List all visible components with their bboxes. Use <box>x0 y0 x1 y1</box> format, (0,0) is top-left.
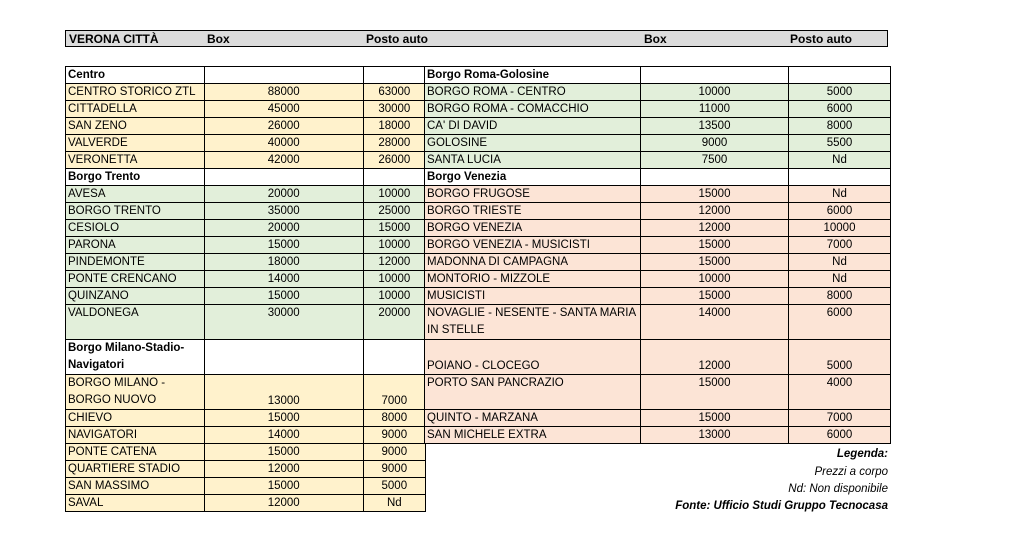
zone-name: MADONNA DI CAMPAGNA <box>425 254 641 271</box>
table-row <box>425 101 891 118</box>
zone-name: PARONA <box>66 237 205 254</box>
box-price: 11000 <box>641 101 789 118</box>
box-price: 12000 <box>204 495 363 512</box>
zone-name: QUARTIERE STADIO <box>66 461 205 478</box>
box-price: 15000 <box>204 410 363 427</box>
box-price: 14000 <box>641 305 789 340</box>
box-price: 15000 <box>641 237 789 254</box>
parking-price: Nd <box>789 152 891 169</box>
box-price: 88000 <box>204 84 363 101</box>
table-row <box>425 288 891 305</box>
parking-price: 5000 <box>789 340 891 375</box>
table-row <box>66 203 426 220</box>
parking-price: Nd <box>789 271 891 288</box>
box-price: 15000 <box>204 478 363 495</box>
parking-price: 10000 <box>363 288 425 305</box>
parking-price: 7000 <box>363 375 425 410</box>
parking-price: 6000 <box>789 203 891 220</box>
box-price: 13500 <box>641 118 789 135</box>
section-header-row <box>66 340 426 375</box>
parking-price: 9000 <box>363 427 425 444</box>
parking-price: 8000 <box>789 118 891 135</box>
parking-price: 5000 <box>789 84 891 101</box>
box-price: 15000 <box>204 444 363 461</box>
box-price: 26000 <box>204 118 363 135</box>
box-price: 12000 <box>204 461 363 478</box>
table-row <box>425 375 891 410</box>
table-row <box>66 461 426 478</box>
box-price: 15000 <box>641 254 789 271</box>
table-row <box>66 271 426 288</box>
parking-price: 5000 <box>363 478 425 495</box>
section-title: Borgo Roma-Golosine <box>425 67 641 84</box>
box-price: 15000 <box>204 288 363 305</box>
table-row <box>66 84 426 101</box>
parking-price: 9000 <box>363 461 425 478</box>
zone-name: SAN MICHELE EXTRA <box>425 427 641 444</box>
table-row <box>425 237 891 254</box>
box-header-left: Box <box>207 32 230 46</box>
legend-title: Legenda: <box>836 448 888 460</box>
section-title: Centro <box>66 67 205 84</box>
box-price: 15000 <box>641 186 789 203</box>
parking-price: 8000 <box>363 410 425 427</box>
parking-price: 5500 <box>789 135 891 152</box>
zone-name: SANTA LUCIA <box>425 152 641 169</box>
zone-name: CITTADELLA <box>66 101 205 118</box>
left-price-table <box>65 66 426 512</box>
box-price: 12000 <box>641 220 789 237</box>
section-title: Borgo Venezia <box>425 169 641 186</box>
box-price: 13000 <box>204 375 363 410</box>
table-row <box>66 478 426 495</box>
box-price: 12000 <box>641 340 789 375</box>
parking-price: 6000 <box>789 305 891 340</box>
zone-name: VERONETTA <box>66 152 205 169</box>
table-row <box>425 427 891 444</box>
box-price: 35000 <box>204 203 363 220</box>
section-header-row <box>66 67 426 84</box>
box-price: 13000 <box>641 427 789 444</box>
table-row <box>66 220 426 237</box>
table-row <box>425 186 891 203</box>
parking-price: 7000 <box>789 410 891 427</box>
zone-name: PINDEMONTE <box>66 254 205 271</box>
box-price: 14000 <box>204 271 363 288</box>
zone-name: PORTO SAN PANCRAZIO <box>425 375 641 410</box>
table-row <box>66 152 426 169</box>
parking-price: 25000 <box>363 203 425 220</box>
table-row <box>66 288 426 305</box>
table-row <box>66 101 426 118</box>
zone-name: BORGO VENEZIA - MUSICISTI <box>425 237 641 254</box>
box-price: 15000 <box>641 375 789 410</box>
table-row <box>66 186 426 203</box>
table-row <box>66 427 426 444</box>
section-title: Borgo Milano-Stadio-Navigatori <box>66 340 205 375</box>
table-row <box>66 410 426 427</box>
table-row <box>66 118 426 135</box>
section-title: Borgo Trento <box>66 169 205 186</box>
parking-price: 10000 <box>363 237 425 254</box>
parking-price: 63000 <box>363 84 425 101</box>
zone-name: MUSICISTI <box>425 288 641 305</box>
parking-price: 7000 <box>789 237 891 254</box>
table-row <box>66 237 426 254</box>
parking-price: 10000 <box>363 271 425 288</box>
zone-name: CA' DI DAVID <box>425 118 641 135</box>
zone-name: SAVAL <box>66 495 205 512</box>
box-price: 18000 <box>204 254 363 271</box>
posto-header-right: Posto auto <box>790 32 852 46</box>
parking-price: 8000 <box>789 288 891 305</box>
box-price: 15000 <box>641 410 789 427</box>
parking-price: 26000 <box>363 152 425 169</box>
table-row <box>66 444 426 461</box>
zone-name: BORGO VENEZIA <box>425 220 641 237</box>
box-price: 14000 <box>204 427 363 444</box>
section-header-row <box>425 67 891 84</box>
zone-name: SAN MASSIMO <box>66 478 205 495</box>
parking-price: 4000 <box>789 375 891 410</box>
box-price: 42000 <box>204 152 363 169</box>
zone-name: NOVAGLIE - NESENTE - SANTA MARIA IN STELLE <box>425 305 641 340</box>
zone-name: BORGO ROMA - COMACCHIO <box>425 101 641 118</box>
box-price: 10000 <box>641 271 789 288</box>
zone-name: BORGO TRIESTE <box>425 203 641 220</box>
table-row <box>66 305 426 340</box>
section-header-row <box>66 169 426 186</box>
box-price: 30000 <box>204 305 363 340</box>
table-row <box>66 135 426 152</box>
posto-header-left: Posto auto <box>366 32 428 46</box>
zone-name: PONTE CATENA <box>66 444 205 461</box>
box-price: 7500 <box>641 152 789 169</box>
table-row <box>425 203 891 220</box>
zone-name: MONTORIO - MIZZOLE <box>425 271 641 288</box>
city-title: VERONA CITTÀ <box>69 32 159 46</box>
table-row <box>425 84 891 101</box>
box-price: 9000 <box>641 135 789 152</box>
source-note: Fonte: Ufficio Studi Gruppo Tecnocasa <box>675 500 888 512</box>
table-row <box>66 375 426 410</box>
table-row <box>425 410 891 427</box>
zone-name: BORGO ROMA - CENTRO <box>425 84 641 101</box>
parking-price: 9000 <box>363 444 425 461</box>
table-header-bar <box>65 30 888 47</box>
zone-name: QUINTO - MARZANA <box>425 410 641 427</box>
legend-line-nd: Nd: Non disponibile <box>788 483 888 495</box>
box-price: 20000 <box>204 220 363 237</box>
zone-name: VALDONEGA <box>66 305 205 340</box>
table-row <box>425 340 891 375</box>
zone-name: VALVERDE <box>66 135 205 152</box>
right-price-table <box>424 66 891 444</box>
parking-price: 28000 <box>363 135 425 152</box>
zone-name: CESIOLO <box>66 220 205 237</box>
zone-name: BORGO TRENTO <box>66 203 205 220</box>
box-price: 12000 <box>641 203 789 220</box>
parking-price: 6000 <box>789 101 891 118</box>
table-row <box>425 305 891 340</box>
legend-line-prezzi: Prezzi a corpo <box>814 466 888 478</box>
table-row <box>425 254 891 271</box>
zone-name: AVESA <box>66 186 205 203</box>
parking-price: Nd <box>789 254 891 271</box>
box-price: 45000 <box>204 101 363 118</box>
parking-price: 18000 <box>363 118 425 135</box>
box-price: 15000 <box>641 288 789 305</box>
zone-name: SAN ZENO <box>66 118 205 135</box>
parking-price: Nd <box>363 495 425 512</box>
zone-name: CENTRO STORICO ZTL <box>66 84 205 101</box>
table-row <box>66 495 426 512</box>
parking-price: 20000 <box>363 305 425 340</box>
parking-price: 6000 <box>789 427 891 444</box>
zone-name: NAVIGATORI <box>66 427 205 444</box>
box-price: 15000 <box>204 237 363 254</box>
table-row <box>425 220 891 237</box>
table-row <box>425 118 891 135</box>
parking-price: 10000 <box>789 220 891 237</box>
table-row <box>425 152 891 169</box>
zone-name: CHIEVO <box>66 410 205 427</box>
table-row <box>425 271 891 288</box>
parking-price: 15000 <box>363 220 425 237</box>
parking-price: Nd <box>789 186 891 203</box>
parking-price: 30000 <box>363 101 425 118</box>
table-row <box>66 254 426 271</box>
zone-name: POIANO - CLOCEGO <box>425 340 641 375</box>
box-price: 40000 <box>204 135 363 152</box>
box-price: 20000 <box>204 186 363 203</box>
box-header-right: Box <box>644 32 667 46</box>
section-header-row <box>425 169 891 186</box>
parking-price: 10000 <box>363 186 425 203</box>
zone-name: GOLOSINE <box>425 135 641 152</box>
table-row <box>425 135 891 152</box>
box-price: 10000 <box>641 84 789 101</box>
zone-name: BORGO MILANO - BORGO NUOVO <box>66 375 205 410</box>
zone-name: PONTE CRENCANO <box>66 271 205 288</box>
parking-price: 12000 <box>363 254 425 271</box>
zone-name: QUINZANO <box>66 288 205 305</box>
zone-name: BORGO FRUGOSE <box>425 186 641 203</box>
